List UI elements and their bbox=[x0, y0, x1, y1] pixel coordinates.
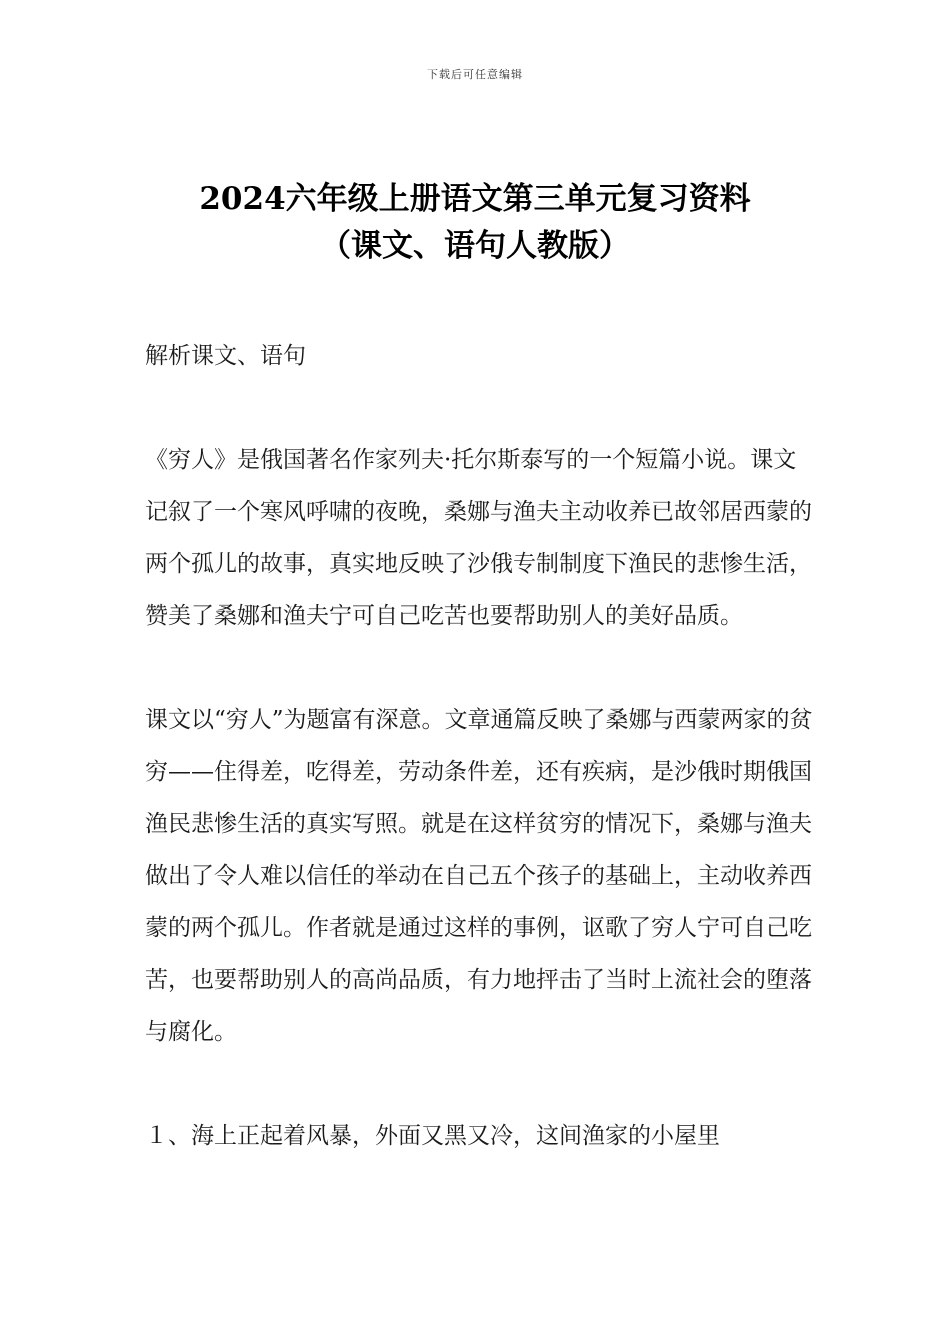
paragraph-spacer bbox=[145, 382, 815, 434]
paragraph-spacer bbox=[145, 1058, 815, 1110]
paragraph-title-meaning: 课文以“穷人”为题富有深意。文章通篇反映了桑娜与西蒙两家的贫穷——住得差，吃得差，劳动条件差，还有疾病，是沙俄时期俄国渔民悲惨生活的真实写照。就是在这样贫穷的情况下，桑娜与渔夫做出了令人难以信任的举动在自己五个孩子的基础上，主动收养西蒙的两个孤儿。作者就是通过这样的事例，讴歌了穷人宁可自己吃苦，也要帮助别人的高尚品质，有力地抨击了当时上流社会的堕落与腐化。 bbox=[145, 707, 813, 1045]
paragraph-intro: 《穷人》是俄国著名作家列夫·托尔斯泰写的一个短篇小说。课文记叙了一个寒风呼啸的夜晚，桑娜与渔夫主动收养已故邻居西蒙的两个孤儿的故事，真实地反映了沙俄专制制度下渔民的悲惨生活，赞美了桑娜和渔夫宁可自己吃苦也要帮助别人的美好品质。 bbox=[145, 447, 812, 629]
document-title-line-1: 2024六年级上册语文第三单元复习资料 bbox=[199, 181, 751, 217]
document-body bbox=[145, 330, 815, 1162]
paragraph-spacer bbox=[145, 642, 815, 694]
document-title bbox=[0, 176, 950, 270]
page-header-note: 下载后可任意编辑 bbox=[427, 68, 523, 81]
numbered-item-1: １、海上正起着风暴，外面又黑又冷，这间渔家的小屋里 bbox=[145, 1123, 720, 1149]
document-title-line-2: （课文、语句人教版） bbox=[320, 228, 630, 264]
section-heading: 解析课文、语句 bbox=[145, 343, 306, 369]
